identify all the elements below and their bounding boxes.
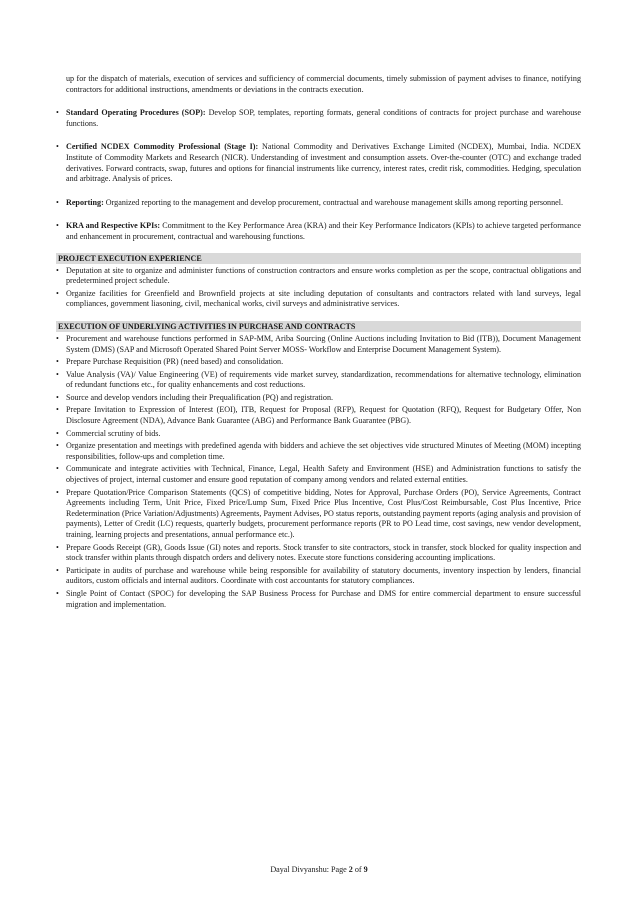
list-item	[56, 221, 581, 242]
item-text: Organized reporting to the management and develop procurement, contractual and warehouse management skills among reporting personnel.	[103, 197, 564, 207]
list-item: • Procurement and warehouse functions performed in SAP-MM, Ariba Sourcing (Online Auctions including Invitation to Bid (ITB)), Document Management System (DMS) (SAP and Microsoft Operated Shared Point Server MOSS- Workflow and Enterprise Document Management System).	[56, 334, 581, 355]
list-item: • Prepare Invitation to Expression of Interest (EOI), ITB, Request for Proposal (RFP), Request for Quotation (RFQ), Request for Budgetary Offer, Non Disclosure Agreement (NDA), Advance Bank Guarantee (ABG) and Performance Bank Guarantee (PBG).	[56, 405, 581, 426]
list-item: • Commercial scrutiny of bids.	[56, 429, 581, 440]
list-item: • Prepare Quotation/Price Comparison Statements (QCS) of competitive bidding, Notes for Approval, Purchase Orders (PO), Service Agreements, Contract Agreements including Term, Unit Price, Fixed Price/Lump Sum, Fixed Price Plus Incentive, Cost Plus/Cost Reimbursable, Cost Plus Incentive, Price Redetermination (Price Variation/Adjustments) Agreements, Payment Advises, PO status reports, outstanding payment reports (aging analysis and provision of payments), Letter of Credit (LC) requests, quarterly budgets, procurement performance reports (PR to PO Lead time, cost savings, new vendor development, training, learning projects and presentations, annual performance etc.).	[56, 488, 581, 541]
list-item: • Prepare Purchase Requisition (PR) (need based) and consolidation.	[56, 357, 581, 368]
list-item: • Organize presentation and meetings with predefined agenda with bidders and achieve the set objectives vide structured Minutes of Meeting (MOM) incepting responsibilities, follow-ups and completion time.	[56, 441, 581, 462]
item-title: Standard Operating Procedures (SOP):	[66, 108, 206, 118]
section-heading: EXECUTION OF UNDERLYING ACTIVITIES IN PURCHASE AND CONTRACTS	[56, 321, 581, 332]
footer-of: of	[352, 865, 364, 874]
page-content	[56, 74, 581, 610]
list-item: • Participate in audits of purchase and warehouse while being responsible for availability of statutory documents, inventory inspection by lenders, financial auditors, custom officials and internal auditors. Coordinate with cost accountants for statutory compliances.	[56, 566, 581, 587]
footer-total-pages: 9	[363, 865, 368, 874]
list-item: • Communicate and integrate activities with Technical, Finance, Legal, Health Safety and Environment (HSE) and Administration functions to satisfy the objectives of project, internal customer and ensure good reputation of company among vendors and related external entities.	[56, 464, 581, 485]
intro-paragraph: up for the dispatch of materials, execution of services and sufficiency of commercial documents, timely submission of payment advises to finance, notifying contractors for additional instructions, amendments or deviations in the contracts execution.	[66, 74, 581, 94]
list-item: • Source and develop vendors including their Prequalification (PQ) and registration.	[56, 393, 581, 404]
list-item: • Single Point of Contact (SPOC) for developing the SAP Business Process for Purchase and DMS for entire commercial department to ensure successful migration and implementation.	[56, 589, 581, 610]
list-item: • Organize facilities for Greenfield and Brownfield projects at site including deputation of consultants and contractors related with land surveys, legal compliances, government liasoning, civil, mechanical works, civil surveys and administrative services.	[56, 289, 581, 310]
footer-page-number: 2	[348, 865, 353, 874]
item-text: Commitment to the Key Performance Area (KRA) and their Key Performance Indicators (KPIs) to achieve targeted performance and enhancement in procurement, contractual and warehousing functions.	[66, 221, 582, 241]
list-item	[56, 198, 581, 209]
purchase-contracts-section	[56, 321, 581, 610]
item-title: Certified NCDEX Commodity Professional (Stage I):	[66, 142, 259, 152]
item-text: National Commodity and Derivatives Exchange Limited (NCDEX), Mumbai, India. NCDEX Institute of Commodity Markets and Research (NICR). Understanding of investment and consumption assets. Over-the-counter (OTC) and exchange traded derivatives. Forward contracts, swap, futures and options for financial instruments like currency, interest rates, credit risk, commodities. Hedging, speculation and arbitrage. Analysis of prices.	[66, 142, 581, 184]
list-item: • Deputation at site to organize and administer functions of construction contractors and ensure works completion as per the scope, contractual obligations and predetermined project schedule.	[56, 266, 581, 287]
page-footer	[0, 865, 638, 874]
list-item	[56, 108, 581, 129]
top-items-list	[56, 108, 581, 242]
project-execution-section	[56, 253, 581, 310]
section-heading: PROJECT EXECUTION EXPERIENCE	[56, 253, 581, 264]
footer-prefix: Dayal Divyanshu: Page	[270, 865, 349, 874]
item-text: Develop SOP, templates, reporting formats, general conditions of contracts for project purchase and warehouse functions.	[66, 108, 581, 128]
item-title: KRA and Respective KPIs:	[66, 221, 161, 231]
list-item	[56, 142, 581, 184]
list-item: • Value Analysis (VA)/ Value Engineering (VE) of requirements vide market survey, standardization, recommendations for alternative technology, elimination of redundant functions etc., for quality enhancements and cost reductions.	[56, 370, 581, 391]
item-title: Reporting:	[66, 197, 104, 207]
list-item: • Prepare Goods Receipt (GR), Goods Issue (GI) notes and reports. Stock transfer to site contractors, stock in transfer, stock blocked for quality inspection and stock transfer within plants through dispatch orders and delivery notes. Execute store functions considering accounting implications.	[56, 543, 581, 564]
